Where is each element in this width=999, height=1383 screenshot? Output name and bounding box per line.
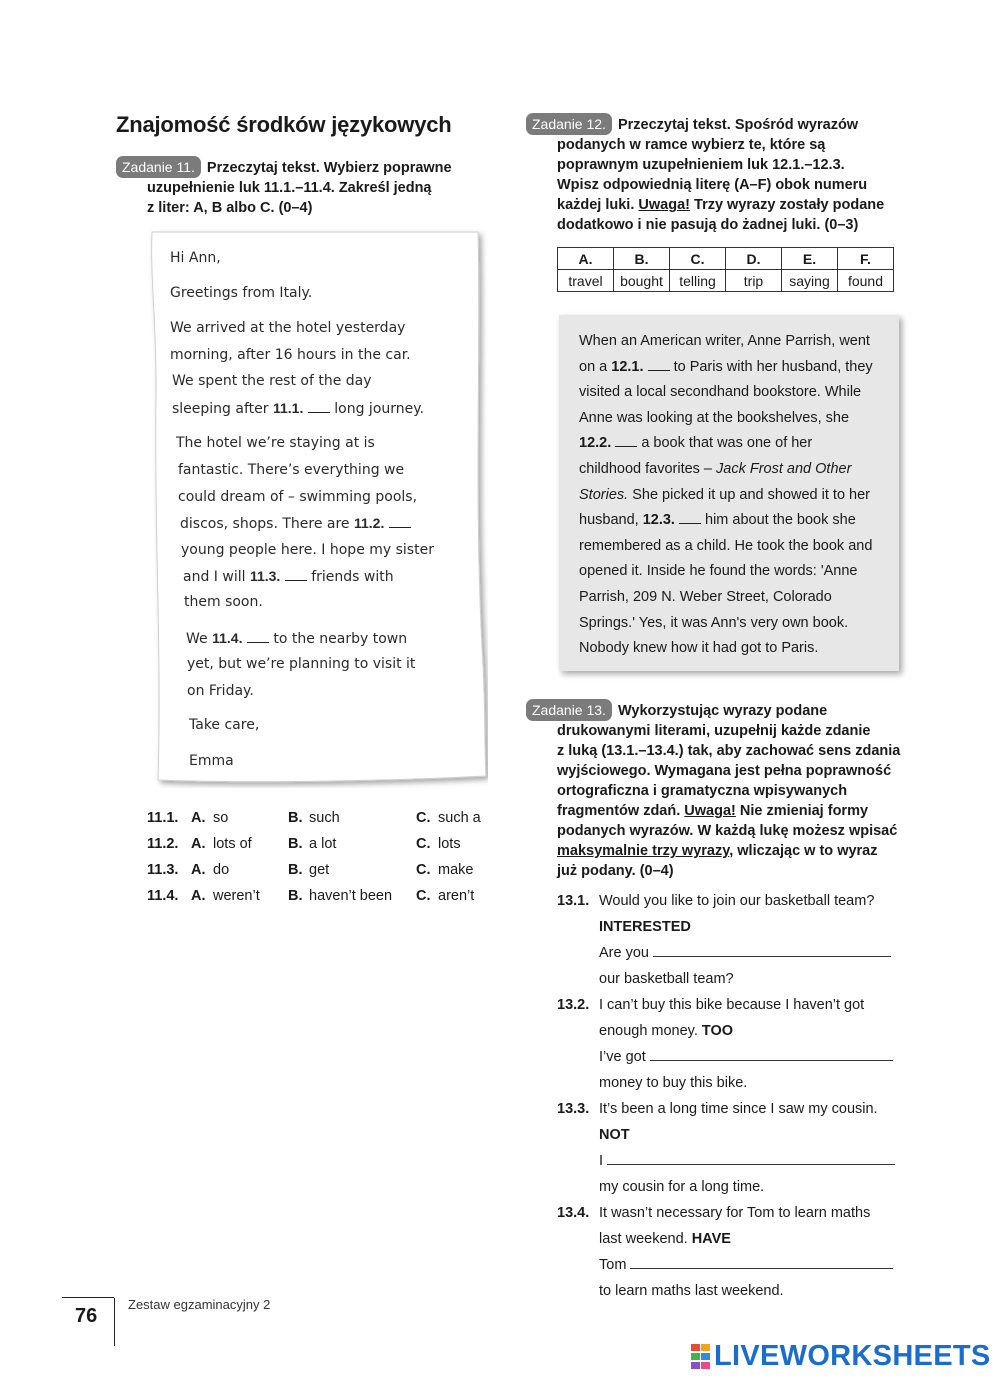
item-answer-line: Tom bbox=[599, 1257, 893, 1273]
letter-line: We arrived at the hotel yesterday bbox=[170, 320, 406, 336]
gap-12-3[interactable] bbox=[679, 522, 701, 524]
option-a-label[interactable]: A. bbox=[191, 862, 206, 878]
story-line: Springs.' Yes, it was Ann's very own book. bbox=[579, 614, 849, 631]
story-line: Nobody knew how it had got to Paris. bbox=[579, 640, 819, 657]
task-13-line2: drukowanymi literami, uzupełnij każde zdanie bbox=[557, 723, 871, 739]
item-number: 13.1. bbox=[557, 893, 590, 909]
gap-12-1[interactable] bbox=[648, 369, 670, 371]
option-number: 11.4. bbox=[147, 888, 179, 904]
letter-line: and I will 11.3. friends with bbox=[183, 568, 394, 585]
letter-line: Greetings from Italy. bbox=[170, 285, 313, 301]
option-b[interactable]: haven’t been bbox=[309, 888, 393, 904]
section-title: Znajomość środków językowych bbox=[116, 112, 452, 137]
gap-number: 11.2. bbox=[353, 515, 385, 531]
story-line: Parrish, 209 N. Weber Street, Colorado bbox=[579, 588, 832, 605]
option-number: 11.2. bbox=[147, 836, 179, 852]
word-option: telling bbox=[670, 270, 726, 292]
option-a-label[interactable]: A. bbox=[191, 836, 206, 852]
letter-note bbox=[148, 228, 488, 788]
item-keyword: TOO bbox=[701, 1023, 734, 1039]
answer-blank-13-2[interactable] bbox=[650, 1059, 893, 1061]
task-11-line1: Przeczytaj tekst. Wybierz poprawne bbox=[206, 160, 452, 176]
liveworksheets-logo-icon bbox=[691, 1344, 711, 1370]
option-c[interactable]: aren’t bbox=[438, 888, 475, 904]
word-option: found bbox=[838, 270, 894, 292]
story-line: remembered as a child. He took the book and bbox=[579, 537, 873, 554]
option-c[interactable]: lots bbox=[438, 836, 461, 852]
word-option: travel bbox=[558, 270, 614, 292]
word-letter: B. bbox=[614, 248, 670, 270]
item-ending: to learn maths last weekend. bbox=[599, 1283, 784, 1299]
letter-line: The hotel we’re staying at is bbox=[176, 435, 375, 451]
task-13-line8: maksymalnie trzy wyrazy, wliczając w to wyraz bbox=[557, 843, 878, 859]
option-a[interactable]: do bbox=[213, 862, 230, 878]
gap-11-1[interactable] bbox=[308, 411, 330, 413]
item-ending: money to buy this bike. bbox=[599, 1075, 748, 1091]
story-line: 12.2. a book that was one of her bbox=[579, 435, 813, 452]
letter-signature: Emma bbox=[189, 753, 234, 769]
item-keyword: INTERESTED bbox=[599, 919, 691, 935]
option-c-label[interactable]: C. bbox=[416, 810, 431, 826]
task-13-line5: ortograficzna i gramatyczna wpisywanych bbox=[557, 783, 848, 799]
footer-text: Zestaw egzaminacyjny 2 bbox=[128, 1297, 271, 1312]
option-a-label[interactable]: A. bbox=[191, 888, 206, 904]
letter-line: morning, after 16 hours in the car. bbox=[170, 347, 411, 363]
item-answer-line: I’ve got bbox=[599, 1049, 893, 1065]
word-letter: A. bbox=[558, 248, 614, 270]
option-c-label[interactable]: C. bbox=[416, 836, 431, 852]
item-sentence: last weekend. HAVE bbox=[599, 1231, 731, 1247]
word-letter: D. bbox=[726, 248, 782, 270]
item-sentence: I can’t buy this bike because I haven’t got bbox=[599, 997, 865, 1013]
story-line: When an American writer, Anne Parrish, went bbox=[579, 333, 870, 349]
letter-line: We 11.4. to the nearby town bbox=[186, 630, 408, 647]
letter-closing: Take care, bbox=[189, 717, 260, 733]
task-12-line3: poprawnym uzupełnieniem luk 12.1.–12.3. bbox=[557, 157, 845, 173]
story-line: Stories. She picked it up and showed it to her bbox=[579, 486, 870, 503]
liveworksheets-brand[interactable]: LIVEWORKSHEETS bbox=[714, 1340, 991, 1372]
word-option: trip bbox=[726, 270, 782, 292]
item-ending: my cousin for a long time. bbox=[599, 1179, 765, 1195]
option-a[interactable]: so bbox=[213, 810, 229, 826]
gap-11-2[interactable] bbox=[389, 526, 411, 528]
word-option: bought bbox=[614, 270, 670, 292]
option-a[interactable]: lots of bbox=[213, 836, 252, 852]
answer-blank-13-4[interactable] bbox=[630, 1267, 893, 1269]
answer-blank-13-3[interactable] bbox=[607, 1163, 895, 1165]
letter-line: fantastic. There’s everything we bbox=[178, 462, 405, 478]
task-12-line5: każdej luki. Uwaga! Trzy wyrazy zostały podane bbox=[557, 197, 885, 213]
letter-line: sleeping after 11.1. long journey. bbox=[172, 400, 424, 417]
letter-line: on Friday. bbox=[187, 683, 254, 699]
item-answer-line: I bbox=[599, 1153, 895, 1169]
task-11-instructions bbox=[116, 156, 496, 218]
option-c-label[interactable]: C. bbox=[416, 862, 431, 878]
story-line: childhood favorites – Jack Frost and Other bbox=[579, 460, 852, 477]
gap-11-3[interactable] bbox=[285, 579, 307, 581]
option-c-label[interactable]: C. bbox=[416, 888, 431, 904]
gap-12-2[interactable] bbox=[615, 445, 637, 447]
footer-divider bbox=[114, 1298, 115, 1346]
word-letter: E. bbox=[782, 248, 838, 270]
story-text bbox=[579, 329, 889, 662]
option-b-label[interactable]: B. bbox=[288, 888, 303, 904]
task-11-badge: Zadanie 11. bbox=[116, 156, 201, 178]
option-number: 11.1. bbox=[147, 810, 179, 826]
item-answer-line: Are you bbox=[599, 945, 891, 961]
option-b-label[interactable]: B. bbox=[288, 810, 303, 826]
task-12-instructions bbox=[526, 113, 926, 235]
option-b[interactable]: such bbox=[309, 810, 340, 826]
task-13-badge: Zadanie 13. bbox=[526, 699, 612, 721]
task-13-line9: już podany. (0–4) bbox=[557, 863, 674, 879]
item-sentence: It’s been a long time since I saw my cousin. bbox=[599, 1101, 878, 1117]
item-number: 13.4. bbox=[557, 1205, 590, 1221]
option-number: 11.3. bbox=[147, 862, 179, 878]
letter-line: discos, shops. There are 11.2. bbox=[180, 510, 411, 538]
task-13-line3: z luką (13.1.–13.4.) tak, aby zachować sens zdania bbox=[557, 743, 901, 759]
story-line: on a 12.1. to Paris with her husband, they bbox=[579, 358, 873, 375]
item-sentence: Would you like to join our basketball team? bbox=[599, 893, 875, 909]
item-number: 13.2. bbox=[557, 997, 590, 1013]
item-ending: our basketball team? bbox=[599, 971, 734, 987]
task-13-line6: fragmentów zdań. Uwaga! Nie zmieniaj formy bbox=[557, 803, 869, 819]
task-13-line7: podanych wyrazów. W każdą lukę możesz wpisać bbox=[557, 823, 898, 839]
gap-number: 11.3. bbox=[249, 568, 281, 584]
word-letter: F. bbox=[838, 248, 894, 270]
option-b-label[interactable]: B. bbox=[288, 836, 303, 852]
story-line: opened it. Inside he found the words: 'Anne bbox=[579, 563, 858, 580]
task-12-line2: podanych w ramce wybierz te, które są bbox=[557, 137, 826, 153]
story-line: husband, 12.3. him about the book she bbox=[579, 512, 856, 529]
word-option: saying bbox=[782, 270, 838, 292]
page-number: 76 bbox=[75, 1305, 98, 1327]
item-number: 13.3. bbox=[557, 1101, 590, 1117]
item-sentence: It wasn’t necessary for Tom to learn maths bbox=[599, 1205, 871, 1221]
footer-rule bbox=[62, 1297, 114, 1298]
option-a-label[interactable]: A. bbox=[191, 810, 206, 826]
task-11-line2: uzupełnienie luk 11.1.–11.4. Zakreśl jedną bbox=[147, 180, 432, 196]
task-13-line4: wyjściowego. Wymagana jest pełna poprawność bbox=[557, 763, 892, 779]
story-line: visited a local secondhand bookstore. While bbox=[579, 384, 862, 401]
gap-number: 11.1. bbox=[272, 400, 304, 416]
option-c[interactable]: such a bbox=[438, 810, 481, 826]
letter-line: We spent the rest of the day bbox=[172, 373, 372, 389]
option-a[interactable]: weren’t bbox=[213, 888, 260, 904]
letter-line: yet, but we’re planning to visit it bbox=[187, 656, 416, 672]
gap-number: 11.4. bbox=[212, 630, 243, 646]
letter-line: could dream of – swimming pools, bbox=[178, 489, 418, 505]
letter-greeting: Hi Ann, bbox=[170, 250, 221, 266]
task-12-line1: Przeczytaj tekst. Spośród wyrazów bbox=[617, 117, 859, 133]
option-b[interactable]: get bbox=[309, 862, 330, 878]
option-c[interactable]: make bbox=[438, 862, 474, 878]
task-12-line4: Wpisz odpowiednią literę (A–F) obok numeru bbox=[557, 177, 868, 193]
word-letter: C. bbox=[670, 248, 726, 270]
letter-line: young people here. I hope my sister bbox=[181, 542, 434, 558]
item-keyword: HAVE bbox=[691, 1231, 731, 1247]
answer-blank-13-1[interactable] bbox=[653, 955, 891, 957]
word-bank-table bbox=[557, 247, 894, 292]
gap-11-4[interactable] bbox=[247, 641, 269, 643]
task-12-line6: dodatkowo i nie pasują do żadnej luki. (0–3) bbox=[557, 217, 859, 233]
option-b-label[interactable]: B. bbox=[288, 862, 303, 878]
item-sentence: enough money. TOO bbox=[599, 1023, 734, 1039]
task-11-line3: z liter: A, B albo C. (0–4) bbox=[147, 200, 313, 216]
item-keyword: NOT bbox=[599, 1127, 630, 1143]
task-12-badge: Zadanie 12. bbox=[526, 113, 612, 135]
task-13-line1: Wykorzystując wyrazy podane bbox=[617, 703, 828, 719]
story-line: Anne was looking at the bookshelves, she bbox=[579, 409, 850, 426]
letter-line: them soon. bbox=[184, 594, 263, 610]
story-box bbox=[559, 315, 899, 671]
option-b[interactable]: a lot bbox=[309, 836, 337, 852]
task-13-instructions bbox=[526, 699, 966, 881]
